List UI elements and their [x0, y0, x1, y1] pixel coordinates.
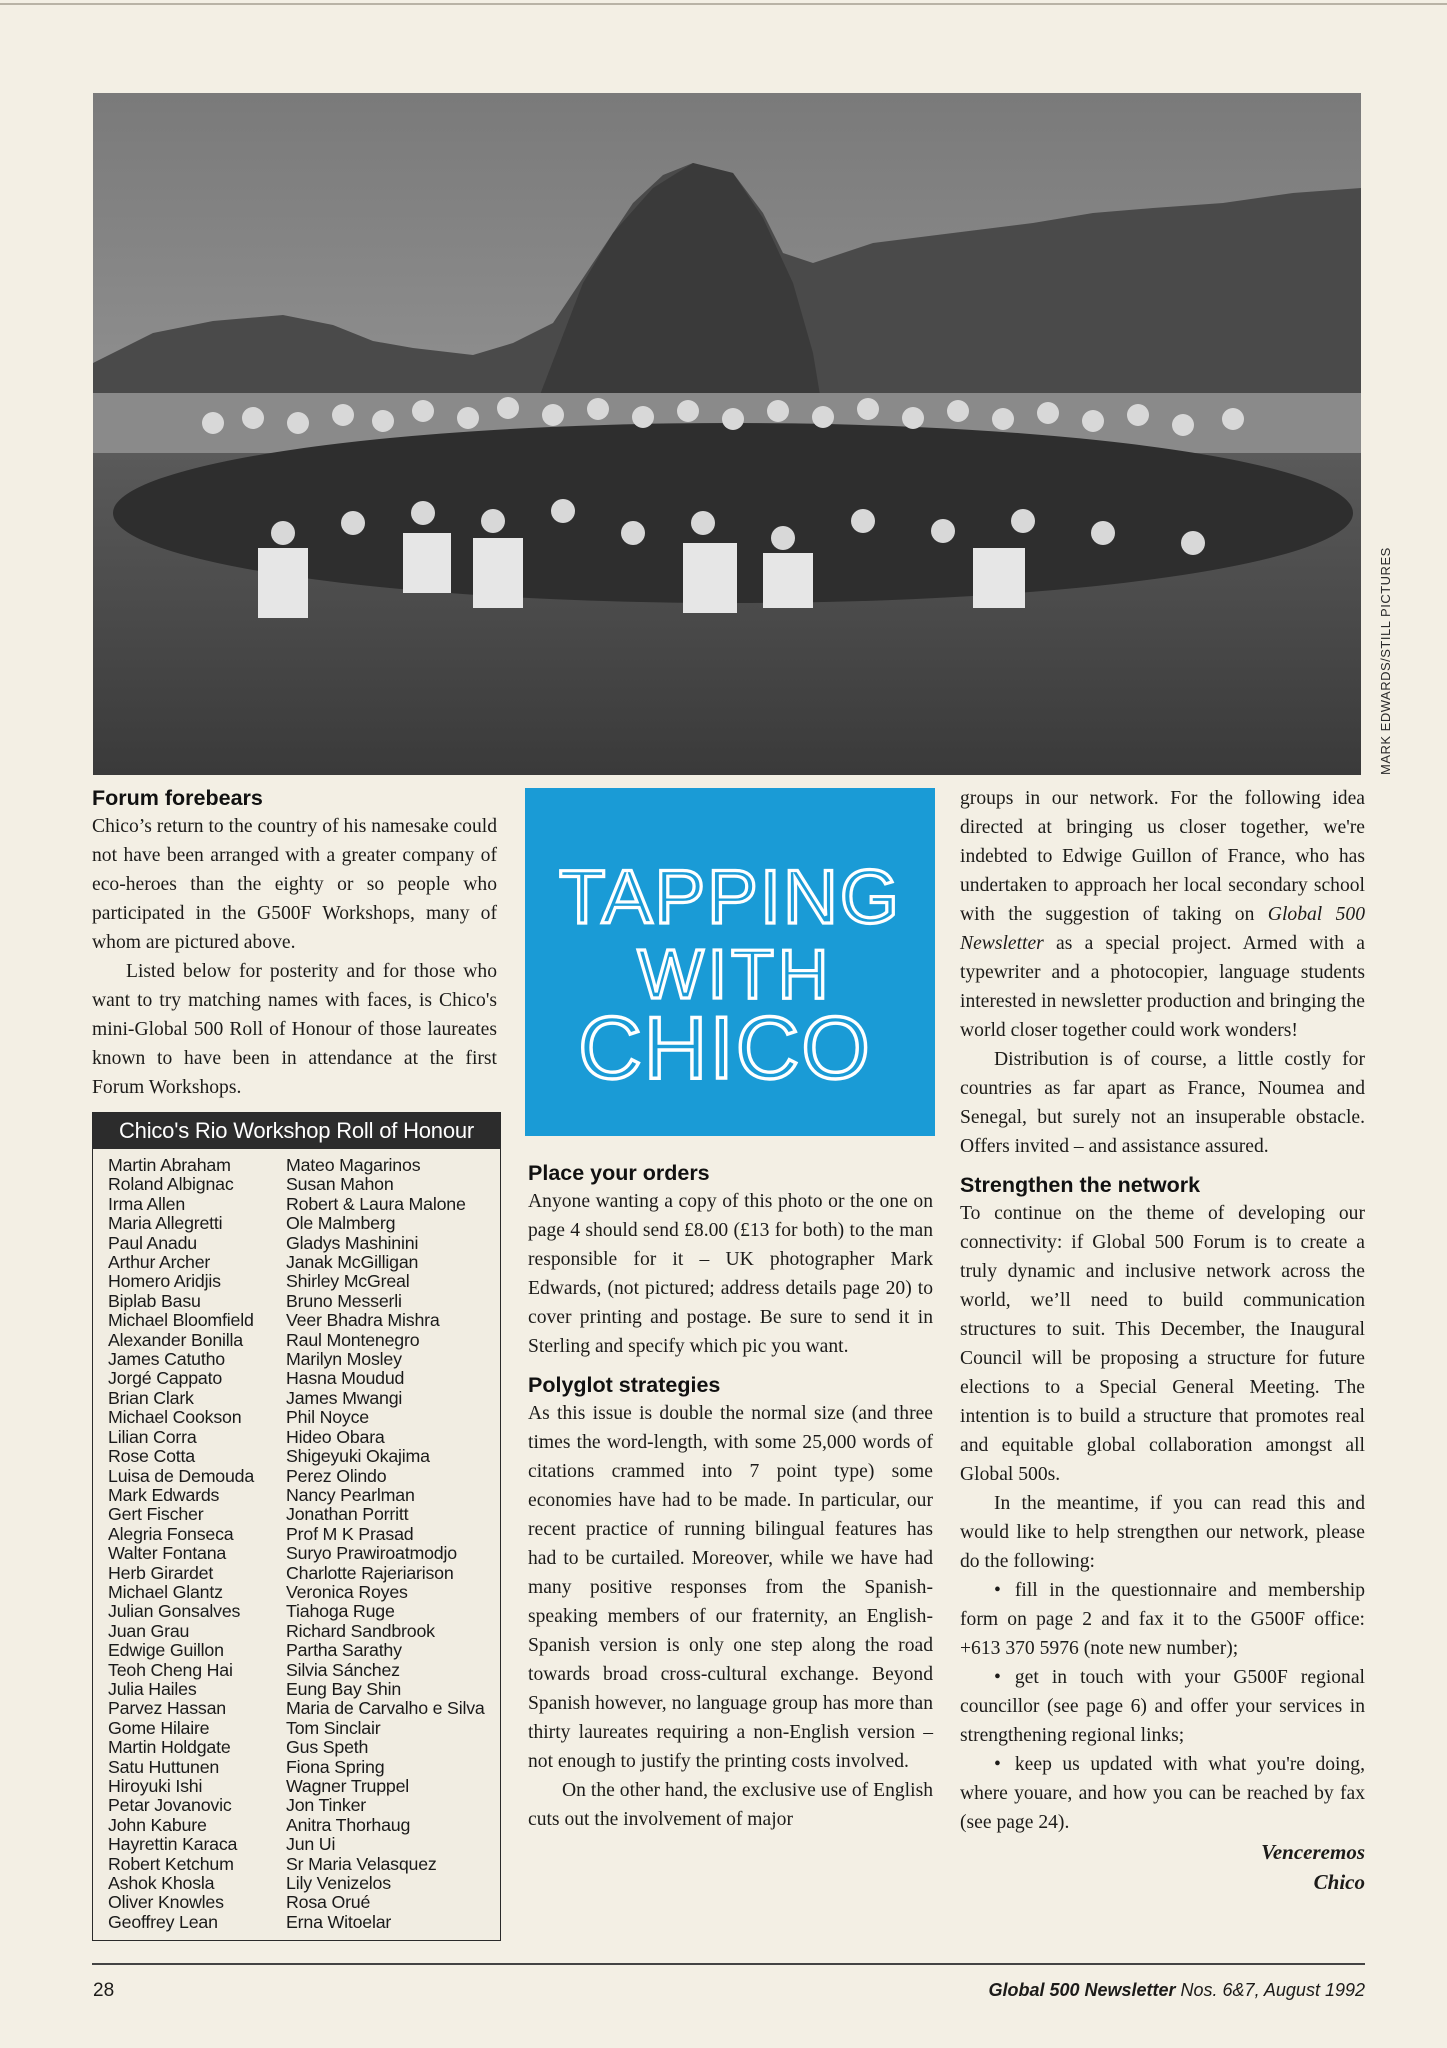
polyglot-heading: Polyglot strategies — [528, 1373, 721, 1397]
footer-publication — [988, 1980, 1365, 2001]
strengthen-network-heading: Strengthen the network — [960, 1173, 1201, 1197]
forum-paragraph-2: Listed below for posterity and for those who want to try matching names with faces, is Chico's mini-Global 500 Roll of Honour of those laureates known to have been in attendance at the first Forum Workshops. — [92, 961, 497, 1098]
honour-name: Julian Gonsalves — [108, 1601, 241, 1622]
honour-name: Maria de Carvalho e Silva — [286, 1698, 485, 1719]
honour-name: Edwige Guillon — [108, 1640, 224, 1661]
honour-name: Petar Jovanovic — [108, 1795, 232, 1816]
honour-name: John Kabure — [108, 1814, 207, 1835]
middle-column — [528, 1159, 933, 1834]
honour-name: Irma Allen — [108, 1193, 186, 1214]
honour-name: Veer Bhadra Mishra — [286, 1310, 440, 1331]
tapping-with-chico-logo — [525, 788, 935, 1136]
honour-name: Susan Mahon — [286, 1174, 394, 1195]
logo-line-1: TAPPING — [559, 855, 901, 940]
honour-name: Gladys Mashinini — [286, 1232, 419, 1253]
roll-names-left — [108, 1156, 254, 1932]
honour-name: Martin Holdgate — [108, 1737, 231, 1758]
honour-name: Paul Anadu — [108, 1232, 197, 1253]
honour-name: Michael Bloomfield — [108, 1310, 254, 1331]
honour-name: Ole Malmberg — [286, 1213, 396, 1234]
action-item: • keep us updated with what you're doing, where youare, and how you can be reached by fax (see page 24). — [960, 1750, 1365, 1837]
signoff-venceremos: Venceremos — [1261, 1840, 1365, 1864]
honour-name: Jonathan Porritt — [286, 1504, 409, 1525]
honour-name: Oliver Knowles — [108, 1892, 224, 1913]
footer-publication-name: Global 500 Newsletter — [988, 1980, 1176, 2000]
honour-name: Jun Ui — [286, 1834, 336, 1855]
honour-name: Charlotte Rajeriarison — [286, 1562, 454, 1583]
honour-name: Mark Edwards — [108, 1484, 220, 1505]
polyglot-paragraph: As this issue is double the normal size (and three times the word-length, with some 25,000 words of citations crammed into 7 point type) some economies have had to be made. In particular, our recent practice of running bilingual features has had to be curtailed. Moreover, while we have had many positive responses from the Spanish-speaking members of our fraternity, an English-Spanish version is only one step along the road towards broad cross-cultural exchange. Beyond Spanish however, no language group has more than thirty laureates requiring a non-English version – not enough to justify the printing costs involved. — [528, 1403, 933, 1772]
roll-of-honour-box — [92, 1112, 501, 1941]
honour-name: Marilyn Mosley — [286, 1349, 402, 1370]
honour-name: Roland Albignac — [108, 1174, 234, 1195]
honour-name: Prof M K Prasad — [286, 1523, 414, 1544]
honour-name: Wagner Truppel — [286, 1776, 410, 1796]
honour-name: Martin Abraham — [108, 1155, 231, 1175]
honour-name: Ashok Khosla — [108, 1873, 215, 1894]
honour-name: Bruno Messerli — [286, 1290, 402, 1311]
honour-name: Herb Girardet — [108, 1562, 214, 1583]
honour-name: Shigeyuki Okajima — [286, 1446, 430, 1467]
honour-name: Gus Speth — [286, 1737, 369, 1758]
honour-name: Richard Sandbrook — [286, 1620, 435, 1641]
honour-name: Michael Glantz — [108, 1581, 223, 1602]
polyglot-paragraph-2: On the other hand, the exclusive use of English cuts out the involvement of major — [528, 1780, 933, 1830]
honour-name: Juan Grau — [108, 1620, 190, 1641]
honour-name: Alexander Bonilla — [108, 1329, 243, 1350]
honour-name: Hasna Moudud — [286, 1368, 405, 1389]
honour-name: Fiona Spring — [286, 1756, 385, 1777]
honour-name: Rose Cotta — [108, 1446, 195, 1467]
honour-name: Luisa de Demouda — [108, 1465, 255, 1486]
honour-name: Julia Hailes — [108, 1678, 197, 1699]
logo-lettering — [525, 788, 935, 1136]
place-orders-heading: Place your orders — [528, 1161, 710, 1185]
group-photo-illustration — [93, 93, 1361, 775]
logo-line-2: WITH — [637, 935, 833, 1013]
honour-name: James Mwangi — [286, 1387, 403, 1408]
honour-name: Arthur Archer — [108, 1252, 211, 1273]
honour-name: Biplab Basu — [108, 1290, 201, 1311]
honour-name: Teoh Cheng Hai — [108, 1659, 233, 1680]
honour-name: Alegria Fonseca — [108, 1523, 234, 1544]
left-column — [92, 784, 497, 1102]
honour-name: Shirley McGreal — [286, 1271, 410, 1292]
network-paragraph-1 — [960, 784, 1365, 1045]
honour-name: Tom Sinclair — [286, 1717, 381, 1738]
honour-name: Maria Allegretti — [108, 1213, 223, 1234]
honour-name: Hayrettin Karaca — [108, 1834, 238, 1855]
honour-name: Lily Venizelos — [286, 1873, 391, 1894]
photo-credit: MARK EDWARDS/STILL PICTURES — [1378, 547, 1393, 775]
footer-issue: Nos. 6&7, August 1992 — [1175, 1980, 1365, 2000]
honour-name: Robert Ketchum — [108, 1853, 234, 1874]
group-photo — [93, 93, 1361, 775]
honour-name: Satu Huttunen — [108, 1756, 220, 1777]
meantime-paragraph: In the meantime, if you can read this and would like to help strengthen our network, please do the following: — [960, 1493, 1365, 1572]
honour-name: Gome Hilaire — [108, 1717, 210, 1738]
honour-name: Partha Sarathy — [286, 1640, 402, 1661]
honour-name: Erna Witoelar — [286, 1911, 392, 1932]
honour-name: Eung Bay Shin — [286, 1678, 402, 1699]
honour-name: Anitra Thorhaug — [286, 1814, 411, 1835]
action-item: • get in touch with your G500F regional councillor (see page 6) and offer your services in strengthening regional links; — [960, 1663, 1365, 1750]
honour-name: Sr Maria Velasquez — [286, 1853, 437, 1874]
distribution-paragraph: Distribution is of course, a little costly for countries as far apart as France, Noumea and Senegal, but surely not an insuperable obstacle. Offers invited – and assistance assured. — [960, 1049, 1365, 1157]
network-paragraph-1-end: as a special project. Armed with a typewriter and a photocopier, language students interested in newsletter production and bringing the world closer together could work wonders! — [960, 933, 1365, 1041]
signoff-chico: Chico — [1313, 1870, 1365, 1894]
action-list — [960, 1576, 1365, 1837]
honour-name: Nancy Pearlman — [286, 1484, 415, 1505]
honour-name: Jon Tinker — [286, 1795, 367, 1816]
honour-name: Brian Clark — [108, 1387, 194, 1408]
honour-name: Suryo Prawiroatmodjo — [286, 1543, 457, 1564]
forum-forebears-heading: Forum forebears — [92, 786, 263, 810]
honour-name: Tiahoga Ruge — [286, 1601, 395, 1622]
connectivity-paragraph: To continue on the theme of developing our connectivity: if Global 500 Forum is to create a truly dynamic and inclusive network across the world, we’ll need to build communication structures to suit. This December, the Inaugural Council will be proposing a structure for future elections to a Special General Meeting. The intention is to build a structure that promotes real and equitable global collaboration amongst all Global 500s. — [960, 1203, 1365, 1485]
honour-name: Lilian Corra — [108, 1426, 197, 1447]
honour-name: Janak McGilligan — [286, 1252, 419, 1273]
honour-name: Raul Montenegro — [286, 1329, 420, 1350]
honour-name: Geoffrey Lean — [108, 1911, 218, 1932]
page-top-rule — [0, 3, 1447, 5]
honour-name: Perez Olindo — [286, 1465, 387, 1486]
honour-name: Hideo Obara — [286, 1426, 385, 1447]
action-item: • fill in the questionnaire and membership form on page 2 and fax it to the G500F office: +613 370 5976 (note new number); — [960, 1576, 1365, 1663]
roll-of-honour-title: Chico's Rio Workshop Roll of Honour — [93, 1113, 500, 1149]
honour-name: Phil Noyce — [286, 1407, 369, 1428]
honour-name: James Catutho — [108, 1349, 225, 1370]
honour-name: Robert & Laura Malone — [286, 1193, 466, 1214]
honour-name: Silvia Sánchez — [286, 1659, 400, 1680]
roll-names-right — [286, 1156, 485, 1932]
honour-name: Walter Fontana — [108, 1543, 227, 1564]
honour-name: Hiroyuki Ishi — [108, 1776, 203, 1796]
honour-name: Jorgé Cappato — [108, 1368, 223, 1389]
page-number: 28 — [93, 1980, 115, 2001]
honour-name: Parvez Hassan — [108, 1698, 226, 1719]
honour-name: Veronica Royes — [286, 1581, 408, 1602]
honour-name: Michael Cookson — [108, 1407, 242, 1428]
honour-name: Mateo Magarinos — [286, 1155, 421, 1175]
forum-paragraph-1: Chico’s return to the country of his namesake could not have been arranged with a greater company of eco-heroes than the eighty or so people who participated in the G500F Workshops, many of whom are pictured above. — [92, 816, 497, 953]
footer-rule — [92, 1963, 1365, 1965]
network-paragraph-1-start: groups in our network. For the following idea directed at bringing us closer together, we're indebted to Edwige Guillon of France, who has undertaken to approach her local secondary school with the suggestion of taking on — [960, 788, 1365, 925]
orders-paragraph: Anyone wanting a copy of this photo or the one on page 4 should send £8.00 (£13 for both) to the man responsible for it – UK photographer Mark Edwards, (not pictured; address details page 20) to cover printing and postage. Be sure to send it in Sterling and specify which pic you want. — [528, 1191, 933, 1357]
newsletter-title-italic: Global 500 Newsletter — [960, 904, 1366, 954]
right-column — [960, 784, 1365, 1897]
logo-line-3: CHICO — [578, 998, 872, 1097]
honour-name: Homero Aridjis — [108, 1271, 221, 1292]
honour-name: Rosa Orué — [286, 1892, 371, 1913]
honour-name: Gert Fischer — [108, 1504, 204, 1525]
